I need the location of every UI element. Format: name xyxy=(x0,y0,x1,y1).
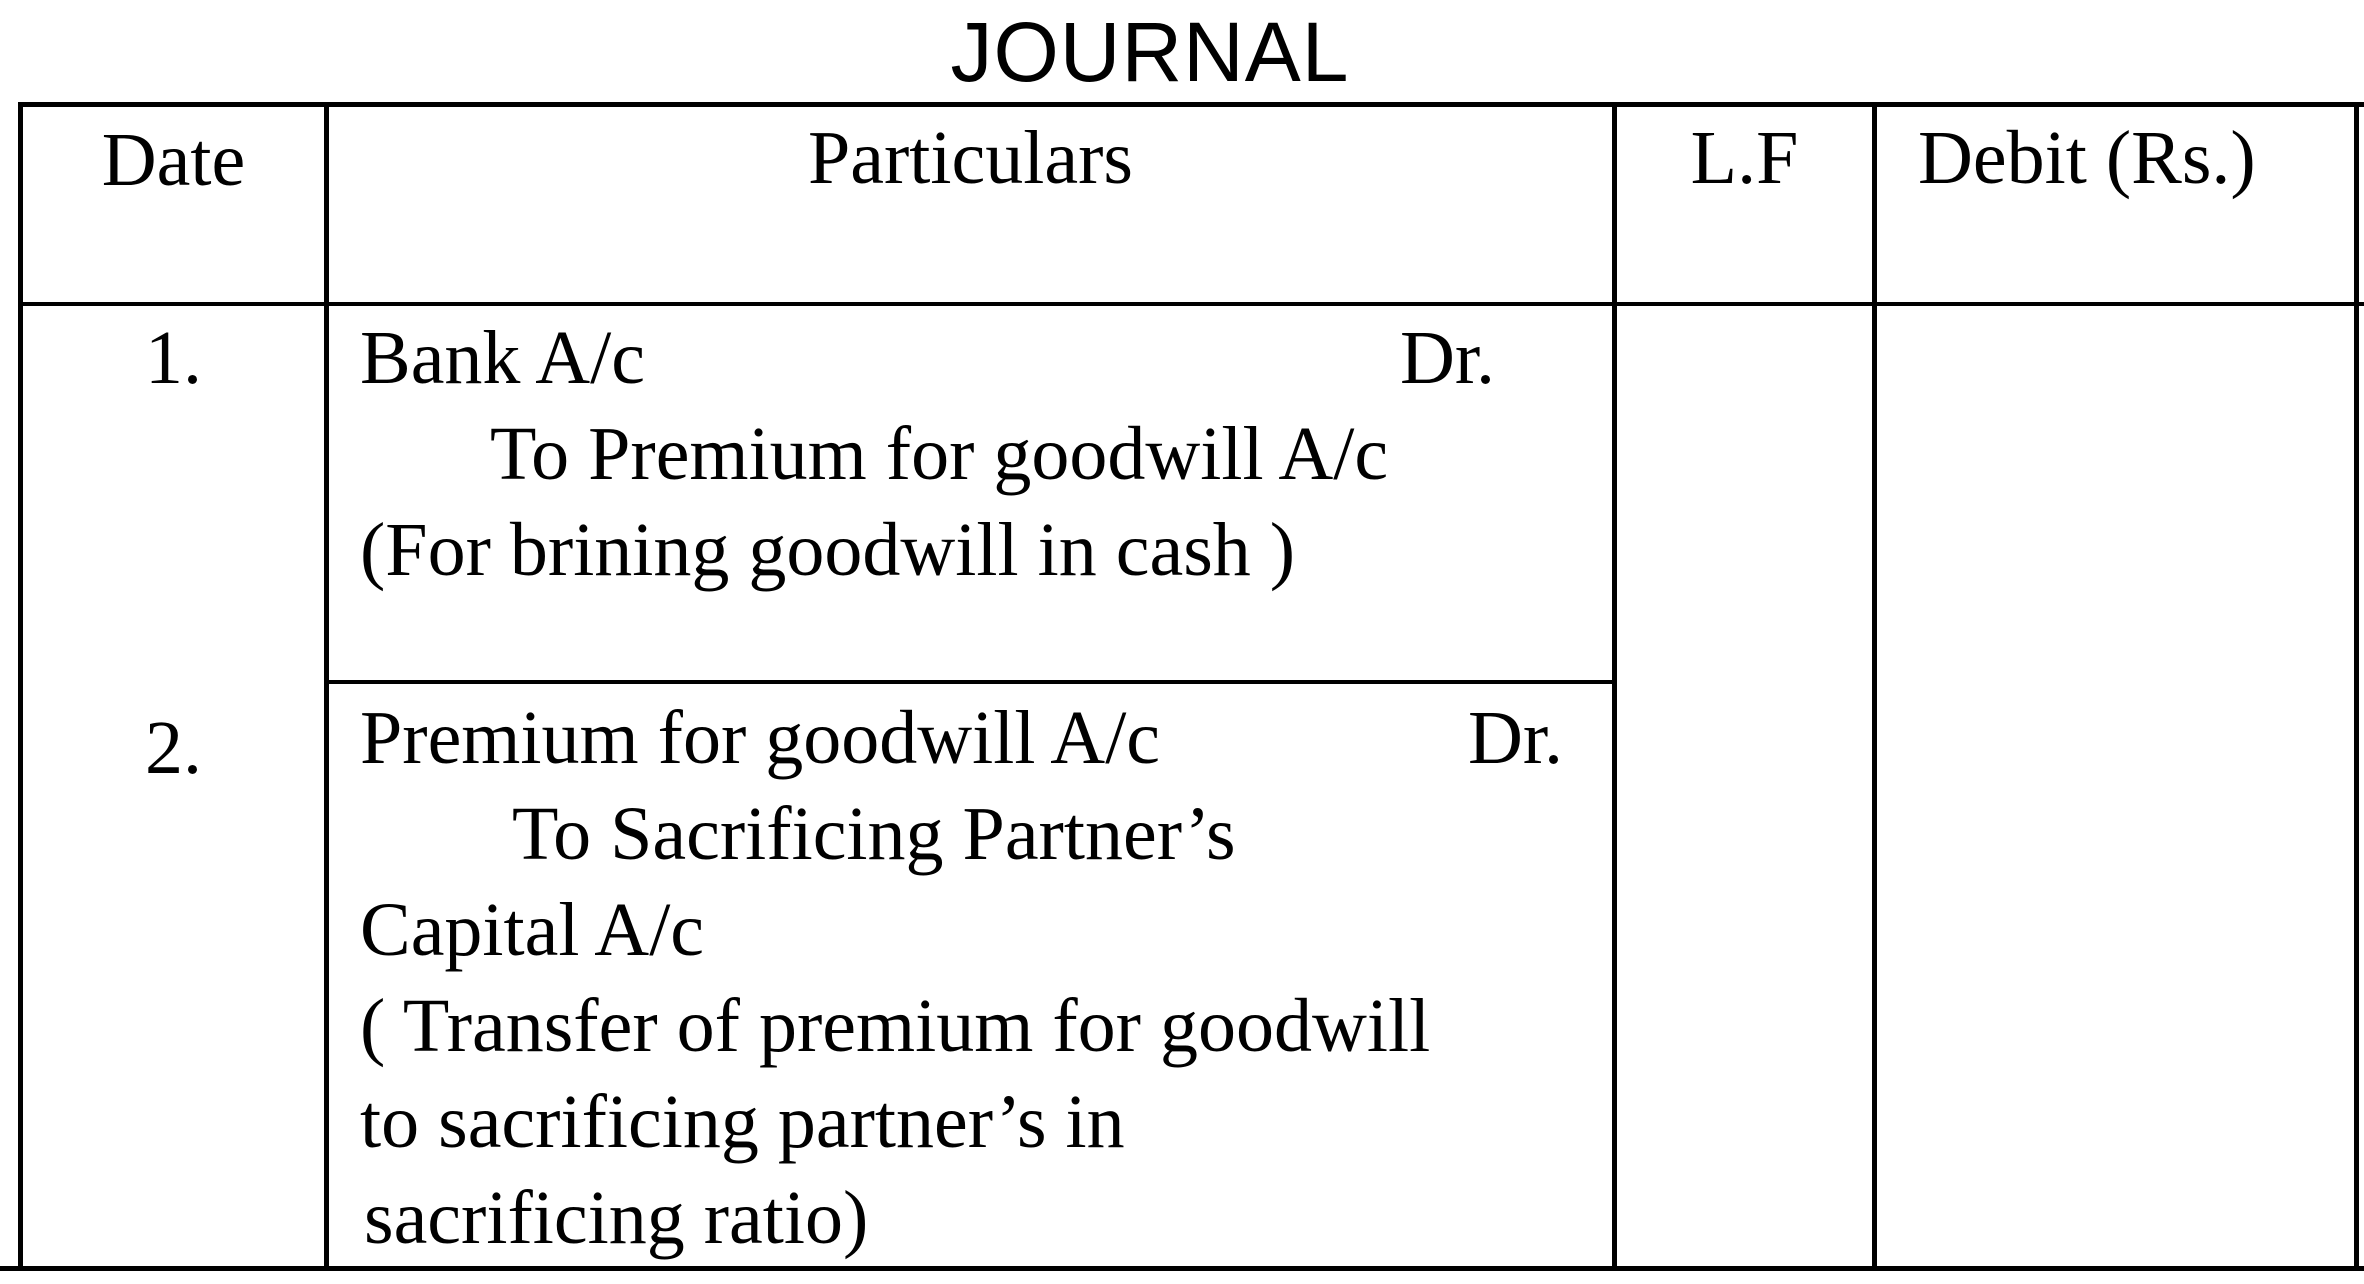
header-bottom-border xyxy=(18,302,2364,306)
entry-separator xyxy=(326,680,1616,684)
debit-account: Premium for goodwill A/c xyxy=(360,696,1161,780)
column-header-lf: L.F xyxy=(1690,116,1799,200)
narration-line: (For brining goodwill in cash ) xyxy=(360,508,1296,592)
column-header-debit: Debit (Rs.) xyxy=(1918,116,2256,200)
table-bottom-border xyxy=(0,1266,2364,1271)
lf-column-divider xyxy=(1872,102,1877,1270)
credit-account-line: To Sacrificing Partner’s xyxy=(512,792,1236,876)
date-column-divider xyxy=(324,102,329,1270)
journal-title: JOURNAL xyxy=(950,5,1350,99)
dr-label: Dr. xyxy=(1400,316,1495,400)
column-header-date: Date xyxy=(101,118,246,202)
entry-date: 2. xyxy=(145,706,202,790)
narration-line: ( Transfer of premium for goodwill xyxy=(360,984,1431,1068)
narration-line: sacrificing ratio) xyxy=(364,1176,869,1260)
credit-account-line: To Premium for goodwill A/c xyxy=(490,412,1389,496)
particulars-column-divider xyxy=(1612,102,1617,1270)
narration-line: to sacrificing partner’s in xyxy=(360,1080,1125,1164)
entry-date: 1. xyxy=(145,316,202,400)
left-border xyxy=(18,102,23,1270)
debit-account: Bank A/c xyxy=(360,316,645,400)
dr-label: Dr. xyxy=(1468,696,1563,780)
table-top-border xyxy=(18,102,2364,107)
debit-column-divider xyxy=(2354,102,2359,1270)
column-header-particulars: Particulars xyxy=(807,116,1133,200)
credit-account-line: Capital A/c xyxy=(360,888,705,972)
